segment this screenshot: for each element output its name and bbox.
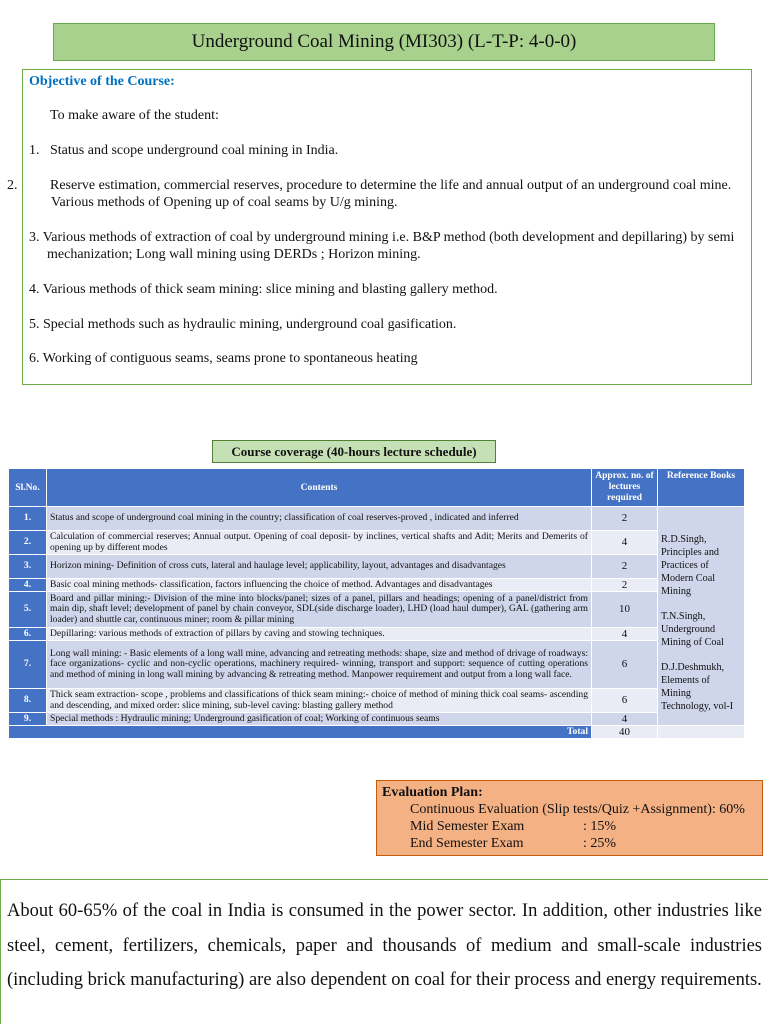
objective-item-number: 2. xyxy=(7,178,18,193)
course-title: Underground Coal Mining (MI303) (L-T-P: 4-0-0) xyxy=(53,23,715,61)
evaluation-row xyxy=(410,802,745,818)
objective-item-number: 4. xyxy=(29,282,40,297)
evaluation-label: Mid Semester Exam xyxy=(410,819,525,834)
objective-item xyxy=(29,350,734,367)
objective-item-number: 3. xyxy=(29,230,40,245)
evaluation-value: : 25% xyxy=(583,836,617,851)
reference-books-cell xyxy=(658,507,745,726)
table-row xyxy=(9,641,745,689)
objective-item-number: 5. xyxy=(29,317,40,332)
row-lectures: 6 xyxy=(592,641,658,689)
objective-item-text: Status and scope underground coal mining in India. xyxy=(50,143,339,158)
table-row xyxy=(9,507,745,531)
coverage-title: Course coverage (40-hours lecture schedule) xyxy=(212,440,496,463)
table-row xyxy=(9,592,745,628)
objective-item xyxy=(7,177,741,211)
reference-book: R.D.Singh, Principles and Practices of Modern Coal Mining xyxy=(661,534,720,597)
row-lectures: 4 xyxy=(592,628,658,641)
header-lectures: Approx. no. of lectures required xyxy=(592,469,658,507)
objective-item-number: 1. xyxy=(29,143,40,158)
objective-item-text: Reserve estimation, commercial reserves, procedure to determine the life and annual output of an underground coal mine. Various methods of Opening up of coal seams by U/g mining. xyxy=(50,178,732,210)
evaluation-value: : 15% xyxy=(583,819,617,834)
row-sl-no: 6. xyxy=(9,628,47,641)
row-lectures: 6 xyxy=(592,689,658,713)
objective-item xyxy=(29,316,734,333)
row-contents: Long wall mining: - Basic elements of a long wall mine, advancing and retreating methods: shape, size and method of drivage of roadways: face organizations- cyclic and non-cyclic operations, machinery required- winning, transport and support: sequence of cutting operations and method of mining in long wall mining by advancing & retreating method. Manpower requirement and output from a long wall face. xyxy=(47,641,592,689)
reference-book: D.J.Deshmukh, Elements of Mining Technology, vol-I xyxy=(661,662,734,712)
objective-item-text: Working of contiguous seams, seams prone to spontaneous heating xyxy=(42,351,418,366)
evaluation-row xyxy=(410,836,616,852)
header-contents: Contents xyxy=(47,469,592,507)
row-contents: Depillaring: various methods of extraction of pillars by caving and stowing techniques. xyxy=(47,628,592,641)
row-contents: Status and scope of underground coal mining in the country; classification of coal reserves-proved , indicated and inferred xyxy=(47,507,592,531)
objective-section xyxy=(7,69,752,385)
evaluation-label: End Semester Exam xyxy=(410,836,524,851)
row-contents: Thick seam extraction- scope , problems and classifications of thick seam mining:- choice of method of mining thick coal seams- ascending and descending, and mixed order: slice mining, sub-level caving: blasting gallery method xyxy=(47,689,592,713)
objective-item-text: Various methods of extraction of coal by underground mining i.e. B&P method (both development and depillaring) by semi mechanization; Long wall mining using DERDs ; Horizon mining. xyxy=(42,230,735,262)
table-row xyxy=(9,628,745,641)
total-value: 40 xyxy=(592,726,658,739)
objective-heading: Objective of the Course: xyxy=(29,74,175,89)
row-sl-no: 7. xyxy=(9,641,47,689)
row-lectures: 10 xyxy=(592,592,658,628)
coal-consumption-paragraph: About 60-65% of the coal in India is consumed in the power sector. In addition, other industries like steel, cement, fertilizers, chemicals, paper and thousands of medium and small-scale industries (including brick manufacturing) are also dependent on coal for their process and energy requirements. xyxy=(7,901,762,990)
evaluation-heading: Evaluation Plan: xyxy=(382,785,483,800)
objective-item-text: Special methods such as hydraulic mining, underground coal gasification. xyxy=(43,317,457,332)
row-lectures: 4 xyxy=(592,531,658,555)
row-sl-no: 2. xyxy=(9,531,47,555)
table-row xyxy=(9,555,745,579)
evaluation-label: Continuous Evaluation (Slip tests/Quiz +Assignment): 60% xyxy=(410,802,745,817)
row-lectures: 2 xyxy=(592,579,658,592)
table-row xyxy=(9,689,745,713)
reference-book: T.N.Singh, Underground Mining of Coal xyxy=(661,611,724,648)
row-sl-no: 5. xyxy=(9,592,47,628)
row-sl-no: 8. xyxy=(9,689,47,713)
total-empty-cell xyxy=(658,726,745,739)
table-header-row xyxy=(9,469,745,507)
row-sl-no: 9. xyxy=(9,713,47,726)
table-total-row xyxy=(9,726,745,739)
total-label: Total xyxy=(9,726,592,739)
objective-item xyxy=(29,142,734,159)
row-lectures: 4 xyxy=(592,713,658,726)
row-sl-no: 4. xyxy=(9,579,47,592)
row-sl-no: 1. xyxy=(9,507,47,531)
row-contents: Board and pillar mining:- Division of the mine into blocks/panel; sizes of a panel, pillars and headings; opening of a panel/district from main dip, shaft level; development of panel by chain conveyor, SDL(side discharge loader), LHD (load haul dumper), GAL (gathering arm loader) and shuttle car, continuous miner; room & pillar mining xyxy=(47,592,592,628)
row-lectures: 2 xyxy=(592,507,658,531)
coal-consumption-note xyxy=(0,879,768,1024)
header-reference-books: Reference Books xyxy=(658,469,745,507)
row-contents: Special methods : Hydraulic mining; Underground gasification of coal; Working of continuous seams xyxy=(47,713,592,726)
evaluation-plan xyxy=(376,780,763,856)
objective-item xyxy=(29,229,741,263)
objective-item-number: 6. xyxy=(29,351,40,366)
objective-item-text: Various methods of thick seam mining: slice mining and blasting gallery method. xyxy=(42,282,498,297)
table-row xyxy=(9,713,745,726)
table-row xyxy=(9,531,745,555)
table-row xyxy=(9,579,745,592)
objective-intro: To make aware of the student: xyxy=(50,108,219,123)
header-sl-no: Sl.No. xyxy=(9,469,47,507)
row-contents: Basic coal mining methods- classification, factors influencing the choice of method. Advantages and disadvantages xyxy=(47,579,592,592)
coverage-table xyxy=(8,468,745,739)
evaluation-row xyxy=(410,819,616,835)
row-sl-no: 3. xyxy=(9,555,47,579)
row-contents: Calculation of commercial reserves; Annual output. Opening of coal deposit- by inclines, vertical shafts and Adit; Merits and Demerits of opening up by different modes xyxy=(47,531,592,555)
objective-item xyxy=(29,281,734,298)
row-lectures: 2 xyxy=(592,555,658,579)
row-contents: Horizon mining- Definition of cross cuts, lateral and haulage level; applicability, layout, advantages and disadvantages xyxy=(47,555,592,579)
